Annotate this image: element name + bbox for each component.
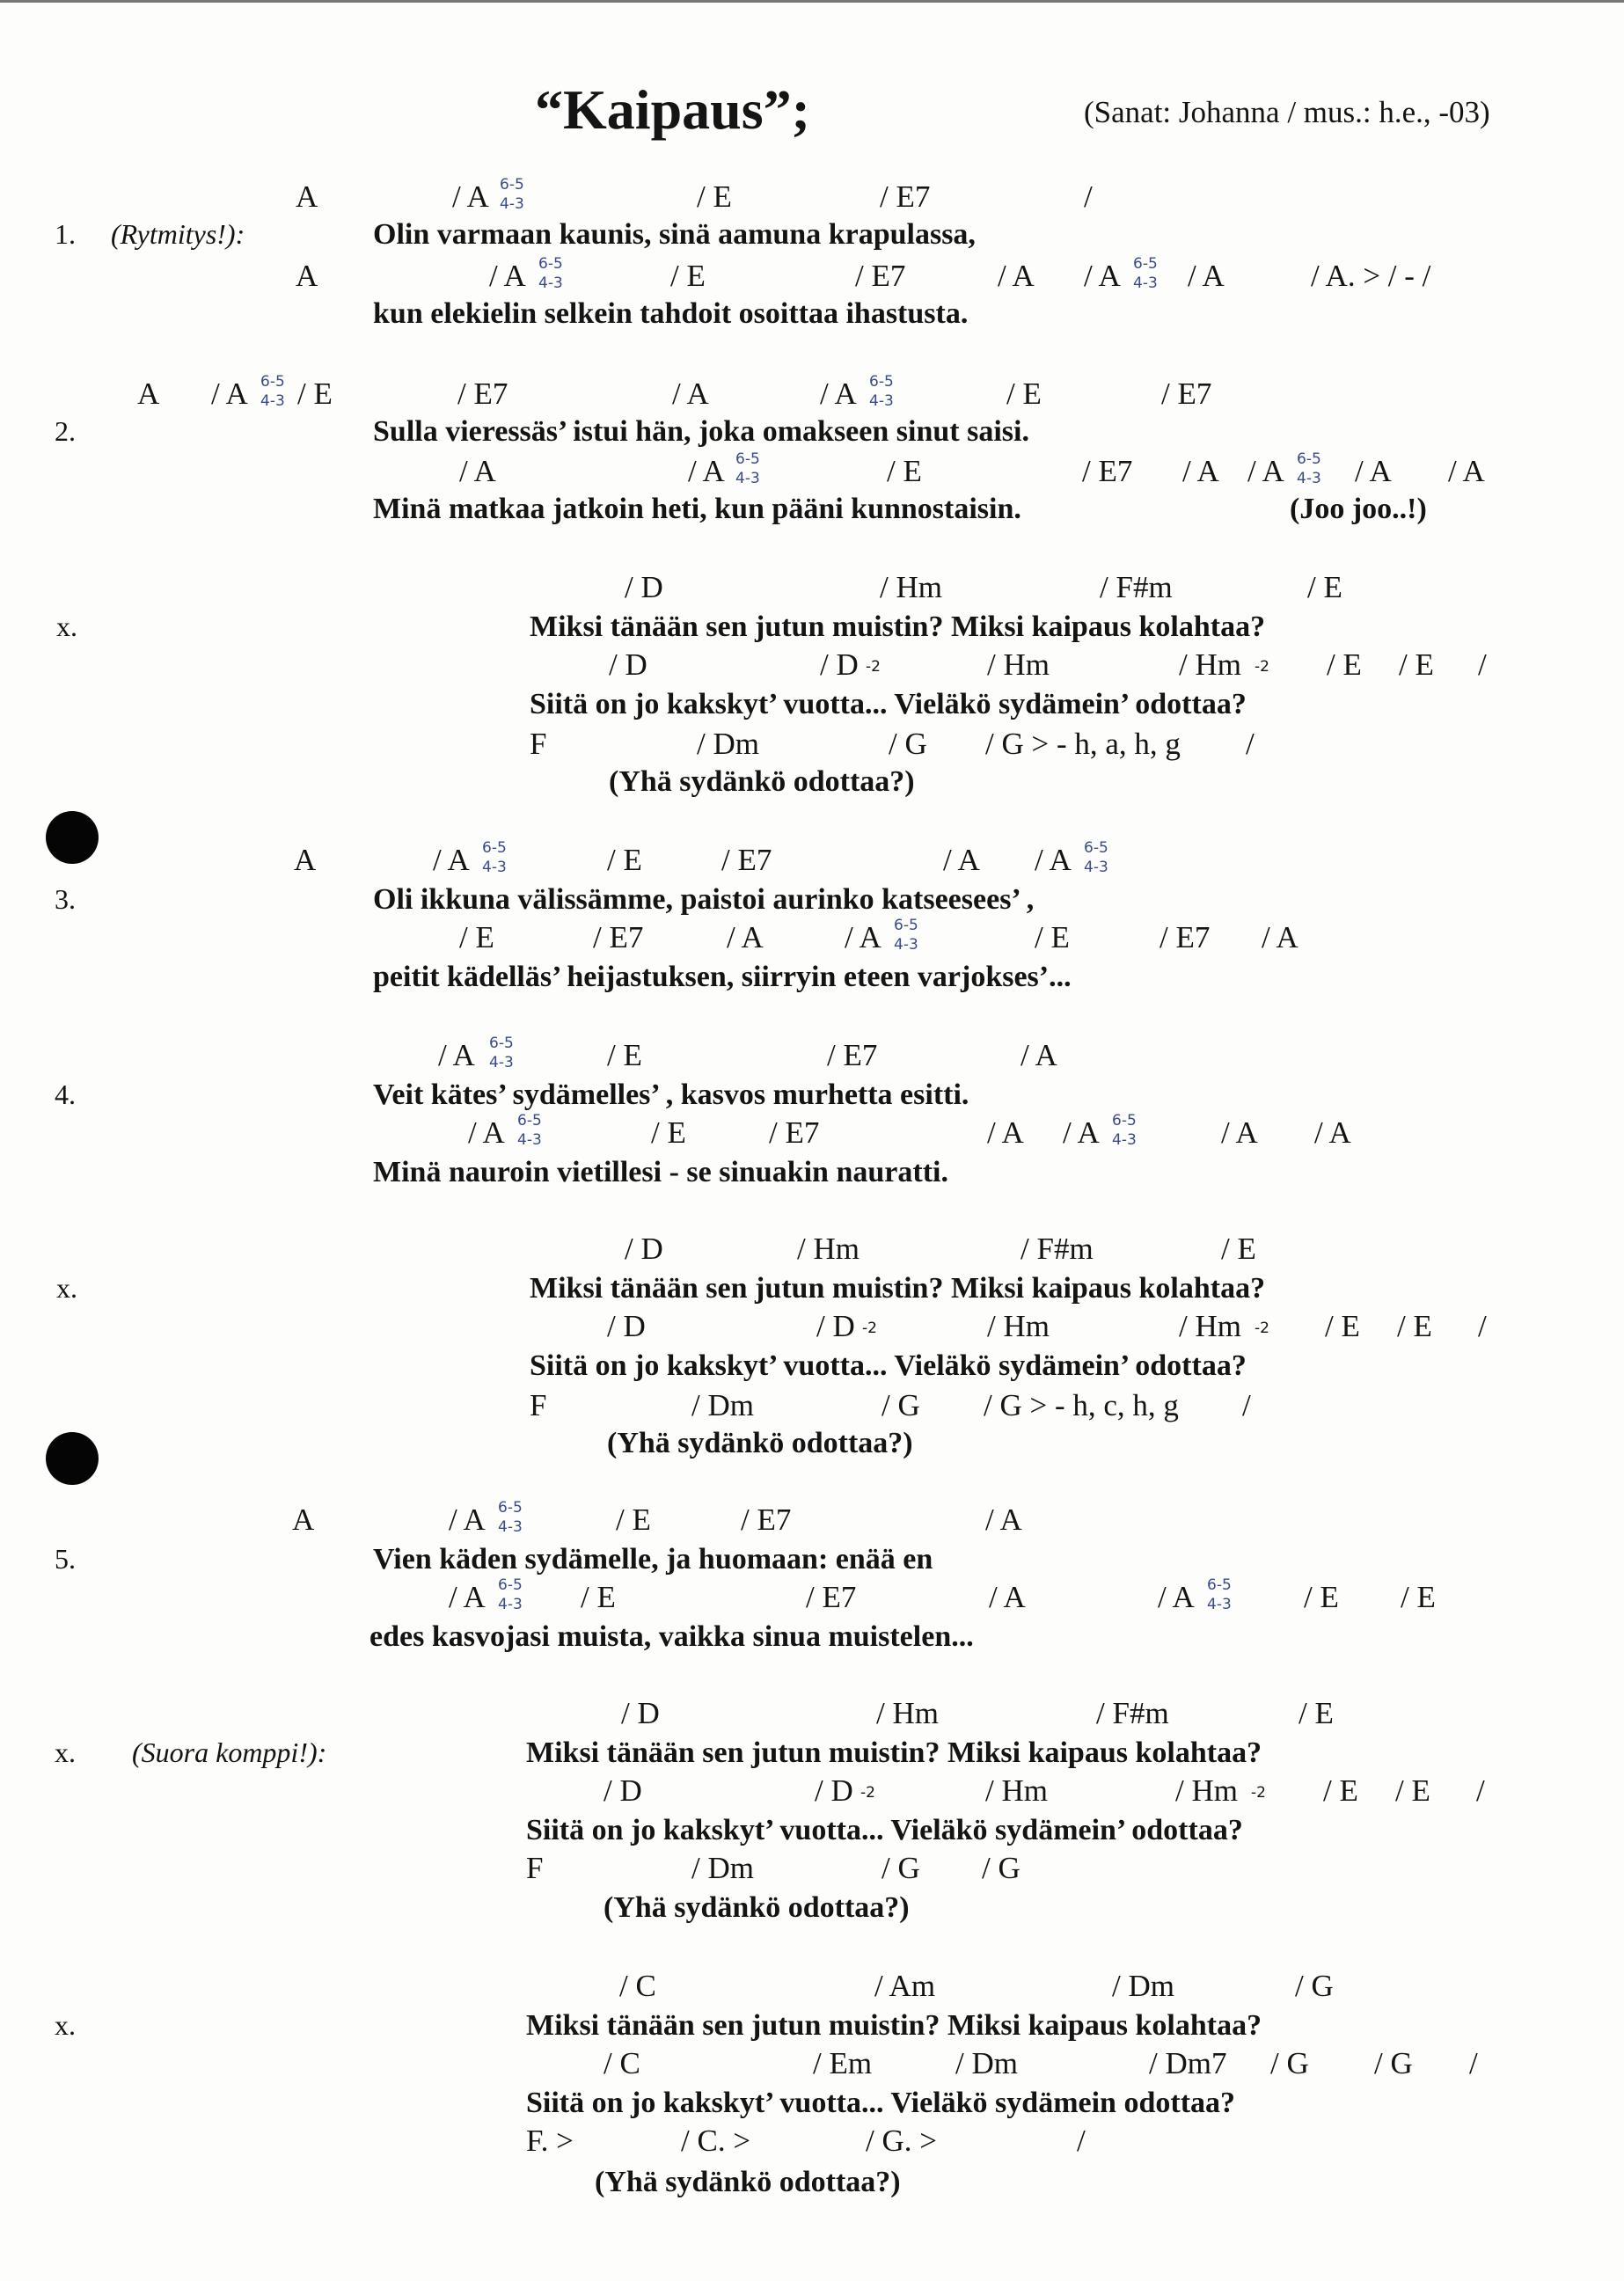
chord-superscript: 6-5 xyxy=(517,1112,542,1130)
chord: / D xyxy=(604,1773,642,1808)
chord: / D xyxy=(621,1696,660,1730)
chord: / E xyxy=(581,1580,616,1614)
chord: / A xyxy=(459,454,496,488)
chord: / E xyxy=(651,1115,686,1150)
chord: / E xyxy=(1006,377,1042,411)
chord: / A xyxy=(985,1502,1022,1537)
chord: / Hm xyxy=(1179,647,1241,682)
chord: / E7 xyxy=(827,1038,878,1072)
lyric-c2-2: Siitä on jo kakskyt’ vuotta... Vieläkö sydämein’ odottaa? xyxy=(530,1349,1247,1382)
chord: / E7 xyxy=(457,377,508,411)
lyric-c4-1: Miksi tänään sen jutun muistin? Miksi kaipaus kolahtaa? xyxy=(526,2009,1262,2042)
chord-modifier: -2 xyxy=(1251,1784,1266,1802)
lyric-v3-1: Oli ikkuna välissämme, paistoi aurinko katseesees’ , xyxy=(373,883,1035,916)
chorus-3-note: (Suora komppi!): xyxy=(132,1736,327,1768)
chord-superscript: 6-5 xyxy=(498,1576,523,1594)
chord: / Hm xyxy=(880,570,942,604)
chord: / D xyxy=(607,1309,646,1343)
chord: / E xyxy=(1298,1696,1334,1730)
chord: / E xyxy=(670,259,706,293)
chord-modifier: -2 xyxy=(1255,1320,1269,1337)
chord-subscript-handwritten: 4-3 xyxy=(894,936,918,954)
chord: / A xyxy=(1035,843,1072,877)
verse-4-number: 4. xyxy=(55,1078,76,1110)
chord: / A xyxy=(688,454,725,488)
chord: / A xyxy=(489,259,526,293)
lyric-v2-1: Sulla vieressäs’ istui hän, joka omakseen sinut saisi. xyxy=(373,415,1029,448)
chord: / E7 xyxy=(1159,920,1211,954)
chord: / A xyxy=(1262,920,1298,954)
chord: / G xyxy=(1374,2046,1413,2080)
chord: / E xyxy=(1327,647,1362,682)
chorus-3-marker: x. xyxy=(55,1736,76,1768)
chord-superscript: 6-5 xyxy=(538,255,563,273)
chord: / E7 xyxy=(721,843,772,877)
chord: / Dm xyxy=(691,1388,754,1422)
chord: / A xyxy=(1188,259,1225,293)
chord: / Dm xyxy=(1112,1969,1174,2003)
lyric-v4-2: Minä nauroin vietillesi - se sinuakin nauratti. xyxy=(373,1156,948,1188)
chord: / G. > xyxy=(866,2124,937,2158)
chord: / A xyxy=(468,1115,505,1150)
chord: / E xyxy=(1304,1580,1339,1614)
lyric-v1-2: kun elekielin selkein tahdoit osoittaa ihastusta. xyxy=(373,297,969,330)
chord: F. > xyxy=(526,2124,574,2158)
chord: / C xyxy=(604,2046,640,2080)
chord: / A xyxy=(820,377,857,411)
chord-superscript: 6-5 xyxy=(500,176,524,194)
chorus-1-marker: x. xyxy=(56,610,77,642)
chord: / D xyxy=(820,647,859,682)
chord: / E xyxy=(1401,1580,1436,1614)
chord: / A xyxy=(845,920,881,954)
chord: / G xyxy=(1270,2046,1309,2080)
chord: / E xyxy=(607,1038,642,1072)
chorus-4-marker: x. xyxy=(55,2009,76,2041)
chord: / E xyxy=(1221,1232,1256,1266)
chord: / xyxy=(1478,1309,1487,1343)
chord: / Hm xyxy=(987,1309,1050,1343)
chord-modifier: -2 xyxy=(866,658,881,676)
song-title: “Kaipaus”; xyxy=(535,78,810,141)
lyric-v5-1: Vien käden sydämelle, ja huomaan: enää en xyxy=(373,1543,933,1575)
chord: F xyxy=(526,1851,544,1885)
lyric-v5-2: edes kasvojasi muista, vaikka sinua muistelen... xyxy=(369,1620,974,1653)
chord: / E7 xyxy=(769,1115,820,1150)
chord: / E xyxy=(1399,647,1434,682)
chord-superscript: 6-5 xyxy=(894,917,918,934)
chord: / A xyxy=(211,377,248,411)
chord-subscript-handwritten: 4-3 xyxy=(1084,859,1108,876)
chord: A xyxy=(292,1502,315,1537)
chord: / C. > xyxy=(681,2124,751,2158)
chord: / Dm7 xyxy=(1149,2046,1227,2080)
chord: / D xyxy=(816,1309,855,1343)
chord: / E7 xyxy=(880,179,931,214)
chord: / D xyxy=(609,647,647,682)
chord: / Hm xyxy=(985,1773,1048,1808)
chord: / E xyxy=(887,454,922,488)
chord-subscript-handwritten: 4-3 xyxy=(498,1518,523,1536)
chord-superscript: 6-5 xyxy=(1133,255,1158,273)
verse-2-number: 2. xyxy=(55,415,76,447)
chord: / A xyxy=(1314,1115,1351,1150)
chord: / G > - h, a, h, g xyxy=(985,727,1181,761)
chord: A xyxy=(137,377,160,411)
chord: / E xyxy=(1323,1773,1358,1808)
chord: / Dm xyxy=(955,2046,1018,2080)
chord: / D xyxy=(815,1773,853,1808)
lyric-c1-2: Siitä on jo kakskyt’ vuotta... Vieläkö sydämein’ odottaa? xyxy=(530,688,1247,720)
chord: / E7 xyxy=(593,920,644,954)
chord: / A xyxy=(672,377,709,411)
lyric-c3-2: Siitä on jo kakskyt’ vuotta... Vieläkö sydämein’ odottaa? xyxy=(526,1814,1243,1846)
chord-superscript: 6-5 xyxy=(869,373,894,391)
chord-subscript-handwritten: 4-3 xyxy=(869,392,894,410)
chord-subscript-handwritten: 4-3 xyxy=(517,1131,542,1149)
chord-superscript: 6-5 xyxy=(1207,1576,1232,1594)
chord: / C xyxy=(619,1969,656,2003)
chord: A xyxy=(296,259,318,293)
chord: / A. > / - / xyxy=(1311,259,1431,293)
chord: F xyxy=(530,1388,547,1422)
chord: / xyxy=(1077,2124,1086,2158)
chord-superscript: 6-5 xyxy=(1112,1112,1137,1130)
chord: / A xyxy=(998,259,1035,293)
chord: / A xyxy=(1020,1038,1057,1072)
chord: / E7 xyxy=(1161,377,1212,411)
chord: / G xyxy=(889,727,927,761)
chord: / E xyxy=(1397,1309,1432,1343)
chord: / Hm xyxy=(876,1696,939,1730)
lyric-c3-1: Miksi tänään sen jutun muistin? Miksi kaipaus kolahtaa? xyxy=(526,1736,1262,1769)
chord: / A xyxy=(1063,1115,1100,1150)
chord: / A xyxy=(438,1038,475,1072)
song-credit: (Sanat: Johanna / mus.: h.e., -03) xyxy=(1084,95,1490,129)
chord-modifier: -2 xyxy=(860,1784,875,1802)
punch-hole-upper xyxy=(46,811,99,864)
chord-subscript-handwritten: 4-3 xyxy=(1297,470,1321,487)
chord: / Hm xyxy=(1175,1773,1238,1808)
lyric-c4-2: Siitä on jo kakskyt’ vuotta... Vieläkö sydämein odottaa? xyxy=(526,2087,1236,2119)
chord-subscript-handwritten: 4-3 xyxy=(1207,1596,1232,1613)
chord: / F#m xyxy=(1096,1696,1169,1730)
chord-subscript-handwritten: 4-3 xyxy=(1112,1131,1137,1149)
chord: / A xyxy=(452,179,489,214)
chord: / E xyxy=(607,843,642,877)
chord: / xyxy=(1469,2046,1478,2080)
lyric-c3-3: (Yhä sydänkö odottaa?) xyxy=(604,1891,910,1924)
chord: / A xyxy=(1221,1115,1258,1150)
chord: / E xyxy=(1307,570,1342,604)
chord: / F#m xyxy=(1020,1232,1094,1266)
lyric-c1-1: Miksi tänään sen jutun muistin? Miksi kaipaus kolahtaa? xyxy=(530,610,1266,643)
chord: / E7 xyxy=(1082,454,1133,488)
chord: / E xyxy=(1395,1773,1430,1808)
chord-superscript: 6-5 xyxy=(482,839,507,857)
lyric-v2-2-aside: (Joo joo..!) xyxy=(1290,493,1427,525)
chord: / A xyxy=(943,843,980,877)
chord-subscript-handwritten: 4-3 xyxy=(1133,274,1158,292)
chord: / A xyxy=(433,843,470,877)
chord: / A xyxy=(1182,454,1219,488)
verse-3-number: 3. xyxy=(55,883,76,915)
chord: / xyxy=(1242,1388,1251,1422)
lyric-c2-3: (Yhä sydänkö odottaa?) xyxy=(607,1427,913,1459)
chord-subscript-handwritten: 4-3 xyxy=(482,859,507,876)
chord: / Dm xyxy=(691,1851,754,1885)
chord-subscript-handwritten: 4-3 xyxy=(489,1054,514,1071)
chord-modifier: -2 xyxy=(862,1320,877,1337)
lyric-v1-1: Olin varmaan kaunis, sinä aamuna krapulassa, xyxy=(373,218,976,251)
chord: / E xyxy=(459,920,494,954)
chord: / G xyxy=(881,1388,920,1422)
chord: A xyxy=(296,179,318,214)
chord-superscript: 6-5 xyxy=(1297,450,1321,468)
chord: / Hm xyxy=(987,647,1050,682)
chord: / xyxy=(1084,179,1093,214)
chord: / E xyxy=(1035,920,1070,954)
chorus-2-marker: x. xyxy=(56,1272,77,1304)
chord: / A xyxy=(1084,259,1121,293)
lyric-v2-2: Minä matkaa jatkoin heti, kun pääni kunnostaisin. xyxy=(373,493,1021,525)
chord: / xyxy=(1478,647,1487,682)
chord: / A xyxy=(989,1580,1026,1614)
chord-subscript-handwritten: 4-3 xyxy=(735,470,760,487)
chord: / A xyxy=(987,1115,1024,1150)
chord: / G xyxy=(881,1851,920,1885)
chord: / E xyxy=(297,377,333,411)
chord: / A xyxy=(1247,454,1284,488)
chord: / E7 xyxy=(741,1502,792,1537)
verse-1-note: (Rytmitys!): xyxy=(111,218,245,250)
chord: / A xyxy=(727,920,764,954)
chord-superscript: 6-5 xyxy=(735,450,760,468)
chord-subscript-handwritten: 4-3 xyxy=(260,392,285,410)
chord-modifier: -2 xyxy=(1255,658,1269,676)
chord: / Hm xyxy=(797,1232,860,1266)
chord: / xyxy=(1246,727,1255,761)
chord: / A xyxy=(449,1502,486,1537)
chord: A xyxy=(294,843,317,877)
chord-subscript-handwritten: 4-3 xyxy=(500,195,524,213)
lyric-v3-2: peitit kädelläs’ heijastuksen, siirryin eteen varjokses’... xyxy=(373,961,1072,993)
chord: / Em xyxy=(813,2046,873,2080)
page-top-edge xyxy=(0,0,1624,3)
verse-5-number: 5. xyxy=(55,1543,76,1575)
chord-subscript-handwritten: 4-3 xyxy=(538,274,563,292)
chord-superscript: 6-5 xyxy=(498,1499,523,1517)
chord: / Am xyxy=(874,1969,936,2003)
lyric-c4-3: (Yhä sydänkö odottaa?) xyxy=(595,2166,901,2198)
chord: / G > - h, c, h, g xyxy=(984,1388,1179,1422)
lyric-c2-1: Miksi tänään sen jutun muistin? Miksi kaipaus kolahtaa? xyxy=(530,1272,1266,1305)
chord: / xyxy=(1476,1773,1485,1808)
chord: / F#m xyxy=(1100,570,1173,604)
chord: F xyxy=(530,727,547,761)
chord-superscript: 6-5 xyxy=(489,1034,514,1052)
chord: / E7 xyxy=(855,259,906,293)
chord: / A xyxy=(1158,1580,1195,1614)
chord: / D xyxy=(625,1232,663,1266)
lyric-v4-1: Veit kätes’ sydämelles’ , kasvos murhetta esitti. xyxy=(373,1078,969,1111)
chord: / G xyxy=(1295,1969,1334,2003)
verse-1-number: 1. xyxy=(55,218,76,250)
chord: / E xyxy=(1325,1309,1360,1343)
chord: / E xyxy=(616,1502,651,1537)
chord: / E7 xyxy=(806,1580,857,1614)
punch-hole-lower xyxy=(46,1432,99,1485)
chord-superscript: 6-5 xyxy=(260,373,285,391)
chord: / A xyxy=(449,1580,486,1614)
chord: / A xyxy=(1448,454,1485,488)
lyric-c1-3: (Yhä sydänkö odottaa?) xyxy=(609,765,915,798)
chord: / A xyxy=(1355,454,1392,488)
chord: / E xyxy=(697,179,732,214)
chord: / G xyxy=(982,1851,1020,1885)
chord: / Dm xyxy=(697,727,759,761)
chord-subscript-handwritten: 4-3 xyxy=(498,1596,523,1613)
chord-superscript: 6-5 xyxy=(1084,839,1108,857)
chord: / Hm xyxy=(1179,1309,1241,1343)
chord: / D xyxy=(625,570,663,604)
